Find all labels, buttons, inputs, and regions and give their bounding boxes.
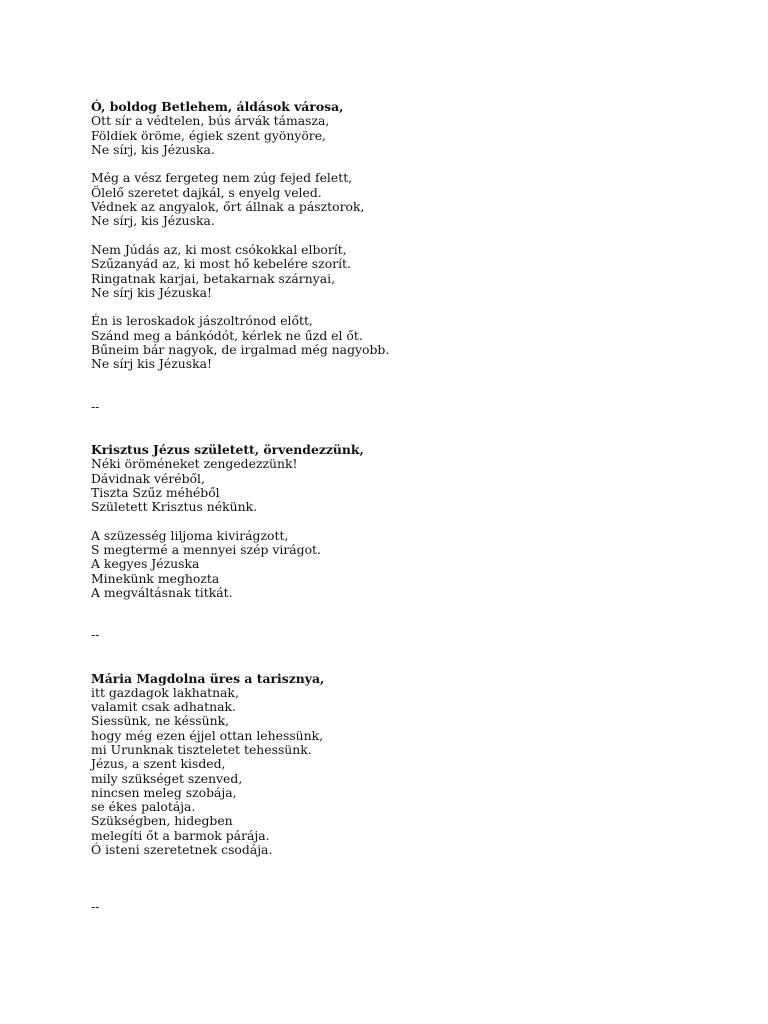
- verse-line: Tiszta Szűz méhéből: [91, 484, 220, 500]
- stanza: [91, 243, 731, 300]
- separator: --: [91, 899, 100, 915]
- verse-line: valamit csak adhatnak.: [91, 699, 236, 715]
- poem-3: [91, 672, 731, 858]
- stanza: [91, 114, 731, 157]
- verse-line: A szüzesség liljoma kivirágzott,: [91, 527, 289, 543]
- verse-line: mi Urunknak tiszteletet tehessünk.: [91, 741, 312, 757]
- verse-line: itt gazdagok lakhatnak,: [91, 684, 239, 700]
- stanza: [91, 457, 731, 514]
- verse-line: nincsen meleg szobája,: [91, 784, 237, 800]
- stanza: [91, 314, 731, 371]
- verse-line: Szükségben, hidegben: [91, 813, 233, 829]
- stanza: [91, 529, 731, 600]
- verse-line: Dávidnak véréből,: [91, 470, 205, 486]
- verse-line: Született Krisztus nékünk.: [91, 499, 258, 515]
- verse-line: Ringatnak karjai, betakarnak szárnyai,: [91, 270, 336, 286]
- verse-line: hogy még ezen éjjel ottan lehessünk,: [91, 727, 324, 743]
- verse-line: se ékes palotája.: [91, 799, 196, 815]
- stanza: [91, 686, 731, 858]
- verse-line: Ne sírj kis Jézuska!: [91, 284, 212, 300]
- verse-line: Ne sírj, kis Jézuska.: [91, 213, 215, 229]
- verse-line: Földiek öröme, égiek szent gyönyöre,: [91, 127, 326, 143]
- verse-line: A megváltásnak titkát.: [91, 584, 233, 600]
- verse-line: Ne sírj, kis Jézuska.: [91, 141, 215, 157]
- verse-line: Még a vész fergeteg nem zúg fejed felett,: [91, 170, 353, 186]
- poem-title: Ó, boldog Betlehem, áldások városa,: [91, 99, 344, 114]
- verse-line: Ott sír a védtelen, bús árvák támasza,: [91, 113, 330, 129]
- verse-line: Ne sírj kis Jézuska!: [91, 356, 212, 372]
- poem-title: Mária Magdolna üres a tarisznya,: [91, 670, 325, 686]
- poem-2: [91, 443, 731, 600]
- stanza: [91, 171, 731, 228]
- verse-line: Ó isteni szeretetnek csodája.: [91, 842, 273, 858]
- verse-line: mily szükséget szenved,: [91, 770, 243, 786]
- verse-line: A kegyes Jézuska: [91, 556, 200, 572]
- verse-line: Ölelő szeretet dajkál, s enyelg veled.: [91, 184, 322, 200]
- separator: --: [91, 627, 100, 643]
- verse-line: Jézus, a szent kisded,: [91, 756, 226, 772]
- poem-collection: [91, 100, 731, 944]
- poem-1: [91, 100, 731, 372]
- verse-line: Néki öröméneket zengedezzünk!: [91, 456, 298, 472]
- verse-line: Szűzanyád az, ki most hő kebelére szorít.: [91, 256, 351, 272]
- verse-line: Nem Júdás az, ki most csókokkal elborít,: [91, 241, 347, 257]
- verse-line: Siessünk, ne késsünk,: [91, 713, 230, 729]
- verse-line: Bűneim bár nagyok, de irgalmad még nagyobb.: [91, 342, 390, 358]
- verse-line: S megtermé a mennyei szép virágot.: [91, 542, 321, 558]
- verse-line: Szánd meg a bánkódót, kérlek ne űzd el őt.: [91, 327, 363, 343]
- verse-line: melegíti őt a barmok párája.: [91, 827, 270, 843]
- separator: --: [91, 398, 100, 414]
- verse-line: Minekünk meghozta: [91, 570, 220, 586]
- verse-line: Védnek az angyalok, őrt állnak a pásztorok,: [91, 199, 365, 215]
- poem-title: Krisztus Jézus született, örvendezzünk,: [91, 441, 364, 457]
- verse-line: Én is leroskadok jászoltrónod előtt,: [91, 313, 313, 329]
